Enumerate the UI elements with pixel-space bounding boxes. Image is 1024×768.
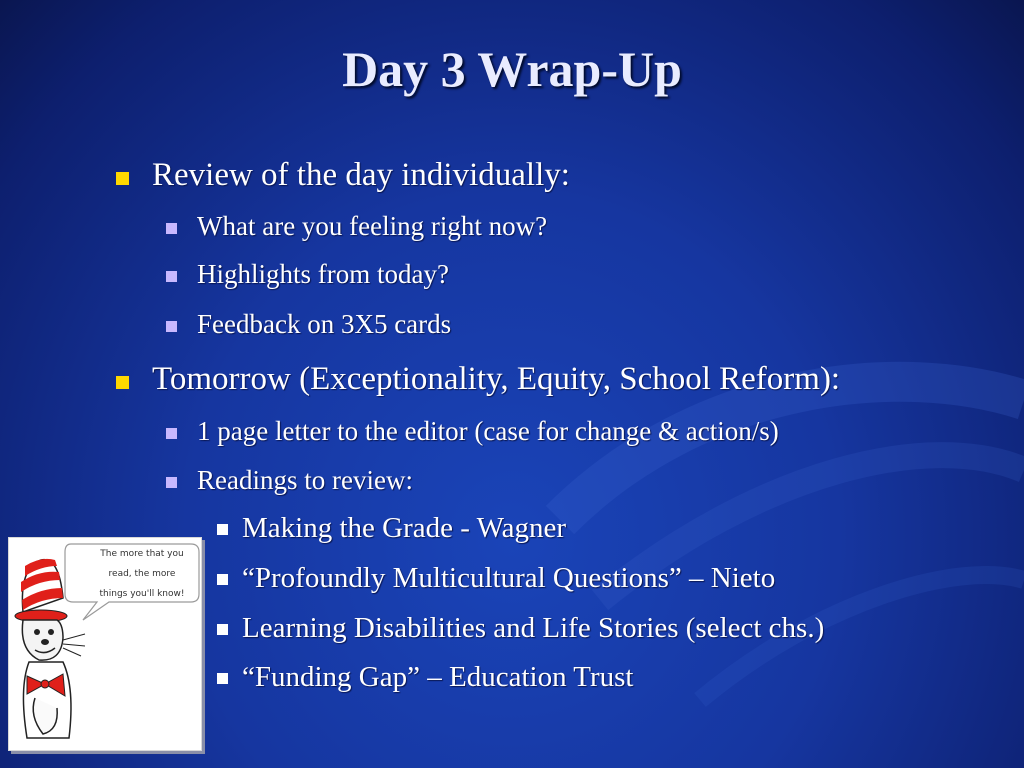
bullet-square-icon — [116, 172, 129, 185]
bullet-square-icon — [116, 376, 129, 389]
bullet-letter — [197, 416, 779, 447]
bullet-feedback — [197, 309, 451, 340]
bullet-text: Review of the day individually: — [152, 157, 570, 193]
bullet-text: Tomorrow (Exceptionality, Equity, School Reform): — [152, 361, 841, 397]
bullet-text: Learning Disabilities and Life Stories (select chs.) — [242, 612, 825, 644]
bullet-review — [152, 157, 570, 194]
bullet-text: Feedback on 3X5 cards — [197, 309, 452, 339]
bullet-readings — [197, 465, 413, 496]
bullet-square-icon — [166, 321, 177, 332]
bullet-square-icon — [217, 574, 228, 585]
bullet-feeling — [197, 211, 547, 242]
slide-title: Day 3 Wrap-Up — [342, 41, 682, 97]
bullet-text: What are you feeling right now? — [197, 211, 548, 241]
bullet-square-icon — [166, 477, 177, 488]
reading-disabilities — [242, 612, 824, 645]
bullet-square-icon — [217, 624, 228, 635]
bullet-square-icon — [166, 271, 177, 282]
reading-funding-gap — [242, 661, 634, 694]
bullet-square-icon — [166, 428, 177, 439]
speech-line: read, the more — [108, 569, 176, 579]
bullet-text: Making the Grade - Wagner — [242, 512, 567, 544]
cat-in-hat-illustration — [8, 537, 202, 751]
bullet-text: “Profoundly Multicultural Questions” – Nieto — [242, 562, 776, 594]
reading-nieto — [242, 562, 775, 595]
speech-line: things you'll know! — [99, 589, 185, 599]
reading-wagner — [242, 512, 566, 545]
bullet-square-icon — [166, 223, 177, 234]
bullet-tomorrow — [152, 361, 840, 398]
bullet-highlights — [197, 259, 449, 290]
bullet-text: “Funding Gap” – Education Trust — [242, 661, 634, 693]
bullet-text: 1 page letter to the editor (case for change & action/s) — [197, 416, 779, 446]
bullet-square-icon — [217, 673, 228, 684]
bullet-square-icon — [217, 524, 228, 535]
speech-bubble-text — [87, 544, 197, 604]
bullet-text: Highlights from today? — [197, 259, 449, 289]
speech-line: The more that you — [100, 549, 184, 559]
bullet-text: Readings to review: — [197, 465, 413, 495]
